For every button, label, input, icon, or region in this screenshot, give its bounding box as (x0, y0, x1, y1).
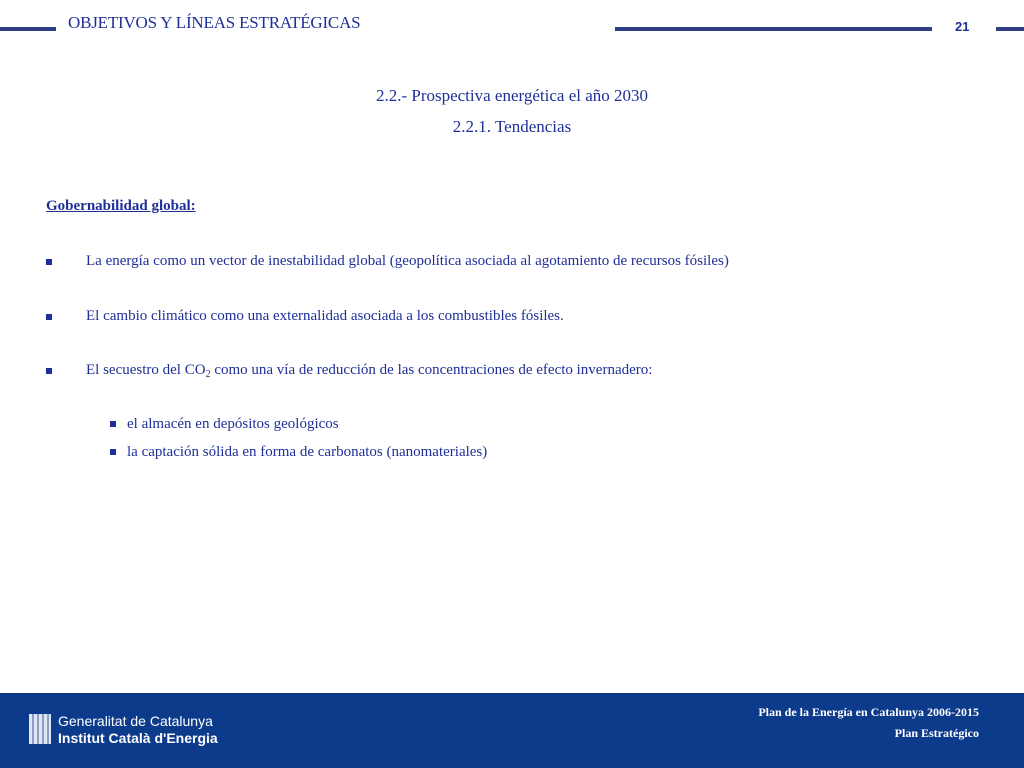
square-bullet-icon (46, 368, 52, 374)
organization-line-1: Generalitat de Catalunya (58, 713, 213, 729)
header-rule-middle (615, 27, 932, 31)
bullet-text-prefix: El secuestro del CO (86, 362, 206, 378)
header-rule-left (0, 27, 56, 31)
header-rule-right (996, 27, 1024, 31)
plan-title: Plan de la Energía en Catalunya 2006-2015 (758, 705, 979, 719)
section-heading: 2.2.- Prospectiva energética el año 2030 (375, 86, 649, 105)
bullet-text-suffix: como una vía de reducción de las concentraciones de efecto invernadero: (210, 362, 653, 378)
plan-subtitle: Plan Estratégico (894, 726, 979, 740)
sub-bullet-text: la captación sólida en forma de carbonatos (nanomateriales) (127, 444, 488, 460)
page-title: OBJETIVOS Y LÍNEAS ESTRATÉGICAS (68, 13, 361, 32)
bullet-text: El cambio climático como una externalidad asociada a los combustibles fósiles. (86, 308, 564, 324)
sub-bullet-text: el almacén en depósitos geológicos (127, 416, 339, 432)
organization-name (58, 713, 218, 747)
square-bullet-icon (46, 259, 52, 265)
square-bullet-icon (110, 449, 116, 455)
square-bullet-icon (46, 314, 52, 320)
subscript-text: 2 (205, 369, 211, 380)
subsection-heading: 2.2.1. Tendencias (452, 117, 572, 136)
bullet-text: La energía como un vector de inestabilidad global (geopolítica asociada al agotamiento de recursos fósiles) (86, 253, 729, 269)
footer-bar (0, 693, 1024, 768)
square-bullet-icon (110, 421, 116, 427)
organization-line-2: Institut Català d'Energia (58, 730, 218, 746)
bullet-text (86, 362, 652, 380)
generalitat-flag-icon (29, 714, 51, 744)
subsection-label: Gobernabilidad global: (46, 198, 196, 214)
page-number: 21 (955, 19, 970, 34)
